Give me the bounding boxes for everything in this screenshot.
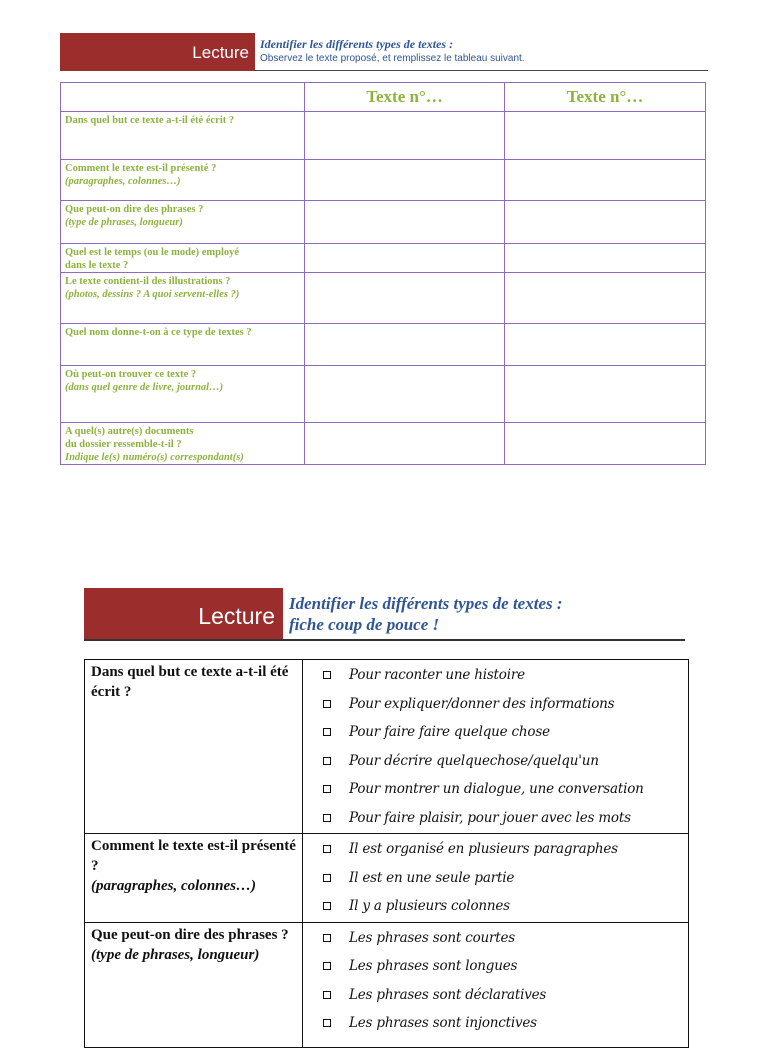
header-rule [255, 70, 708, 71]
checkbox-icon[interactable] [323, 845, 331, 853]
checkbox-icon[interactable] [323, 785, 331, 793]
question-text: du dossier ressemble-t-il ? [65, 439, 182, 450]
table-row [61, 160, 706, 201]
question-hint: (dans quel genre de livre, journal…) [65, 382, 224, 393]
option-item[interactable]: Pour faire faire quelque chose [323, 719, 688, 748]
help-sheet-title: Identifier les différents types de textes : [289, 594, 563, 613]
answer-cell[interactable] [505, 201, 706, 244]
table-header-row [61, 83, 706, 112]
option-item[interactable]: Pour montrer un dialogue, une conversation [323, 776, 688, 805]
question-cell [61, 324, 305, 366]
help-sheet-subtitle: fiche coup de pouce ! [289, 615, 440, 634]
question-text: Que peut-on dire des phrases ? [91, 926, 289, 943]
answer-cell[interactable] [305, 324, 505, 366]
checkbox-icon[interactable] [323, 991, 331, 999]
question-text: Le texte contient-il des illustrations ? [65, 276, 231, 287]
answer-cell[interactable] [505, 423, 706, 465]
answer-cell[interactable] [305, 366, 505, 423]
question-cell [61, 366, 305, 423]
option-item[interactable]: Pour expliquer/donner des informations [323, 691, 688, 720]
question-cell [85, 834, 303, 923]
option-item[interactable]: Pour faire plaisir, pour jouer avec les mots [323, 805, 688, 834]
lecture-banner [84, 588, 283, 640]
answer-cell[interactable] [305, 273, 505, 324]
banner-label: Lecture [198, 603, 275, 629]
table-row [61, 324, 706, 366]
question-cell [61, 160, 305, 201]
question-hint: (type de phrases, longueur) [91, 946, 260, 963]
banner-label: Lecture [192, 43, 249, 62]
question-hint: (photos, dessins ? A quoi servent-elles ?) [65, 289, 240, 300]
answer-cell[interactable] [305, 160, 505, 201]
worksheet-instructions: Observez le texte proposé, et remplissez le tableau suivant. [260, 53, 525, 64]
option-item[interactable]: Pour raconter une histoire [323, 662, 688, 691]
question-hint: (paragraphes, colonnes…) [91, 878, 257, 894]
table-row [61, 423, 706, 465]
question-cell [61, 423, 305, 465]
help-table [84, 659, 689, 1048]
answer-cell[interactable] [305, 423, 505, 465]
option-item[interactable]: Il est organisé en plusieurs paragraphes [323, 836, 688, 865]
checkbox-icon[interactable] [323, 1019, 331, 1027]
checkbox-icon[interactable] [323, 728, 331, 736]
answer-cell[interactable] [505, 324, 706, 366]
question-cell [61, 273, 305, 324]
question-text: Quel est le temps (ou le mode) employé [65, 247, 240, 258]
question-text: Comment le texte est-il présenté ? [91, 838, 296, 874]
question-hint: (paragraphes, colonnes…) [65, 176, 181, 187]
option-item[interactable]: Les phrases sont déclaratives [323, 982, 688, 1011]
answer-cell[interactable] [305, 244, 505, 273]
checkbox-icon[interactable] [323, 934, 331, 942]
table-row [61, 273, 706, 324]
answer-cell[interactable] [505, 160, 706, 201]
question-cell [61, 112, 305, 160]
help-sheet-header [84, 588, 685, 640]
worksheet-table [60, 82, 706, 465]
question-cell [85, 922, 303, 1047]
column-header: Texte n°… [305, 83, 505, 112]
question-text: dans le texte ? [65, 260, 129, 271]
table-row [61, 201, 706, 244]
checkbox-icon[interactable] [323, 902, 331, 910]
lecture-banner [60, 33, 255, 71]
answer-cell[interactable] [505, 244, 706, 273]
answer-cell[interactable] [305, 112, 505, 160]
question-cell [61, 244, 305, 273]
question-text: Dans quel but ce texte a-t-il été écrit ? [91, 664, 289, 700]
answer-cell[interactable] [505, 366, 706, 423]
checkbox-icon[interactable] [323, 814, 331, 822]
table-row [85, 922, 689, 1047]
answer-cell[interactable] [505, 112, 706, 160]
question-text: Comment le texte est-il présenté ? [65, 163, 217, 174]
question-text: A quel(s) autre(s) documents [65, 426, 194, 437]
options-cell [303, 660, 689, 834]
header-rule [84, 639, 685, 641]
table-row [61, 366, 706, 423]
option-item[interactable]: Il y a plusieurs colonnes [323, 893, 688, 922]
question-text: Dans quel but ce texte a-t-il été écrit ? [65, 115, 235, 126]
table-row [85, 834, 689, 923]
question-text: Que peut-on dire des phrases ? [65, 204, 204, 215]
options-cell [303, 834, 689, 923]
question-text: Quel nom donne-t-on à ce type de textes ? [65, 327, 252, 338]
question-hint: Indique le(s) numéro(s) correspondant(s) [65, 452, 244, 463]
worksheet-header [60, 33, 708, 71]
options-cell [303, 922, 689, 1047]
option-item[interactable]: Les phrases sont injonctives [323, 1010, 688, 1039]
table-row [61, 244, 706, 273]
option-item[interactable]: Il est en une seule partie [323, 865, 688, 894]
question-hint: (type de phrases, longueur) [65, 217, 183, 228]
checkbox-icon[interactable] [323, 757, 331, 765]
option-item[interactable]: Pour décrire quelquechose/quelqu'un [323, 748, 688, 777]
table-row [61, 112, 706, 160]
question-cell [61, 201, 305, 244]
question-cell [85, 660, 303, 834]
checkbox-icon[interactable] [323, 874, 331, 882]
answer-cell[interactable] [505, 273, 706, 324]
empty-header-cell [61, 83, 305, 112]
option-item[interactable]: Les phrases sont courtes [323, 925, 688, 954]
checkbox-icon[interactable] [323, 962, 331, 970]
table-row [85, 660, 689, 834]
answer-cell[interactable] [305, 201, 505, 244]
worksheet-title: Identifier les différents types de textes : [260, 37, 454, 51]
question-text: Où peut-on trouver ce texte ? [65, 369, 197, 380]
column-header: Texte n°… [505, 83, 706, 112]
checkbox-icon[interactable] [323, 700, 331, 708]
checkbox-icon[interactable] [323, 671, 331, 679]
option-item[interactable]: Les phrases sont longues [323, 953, 688, 982]
